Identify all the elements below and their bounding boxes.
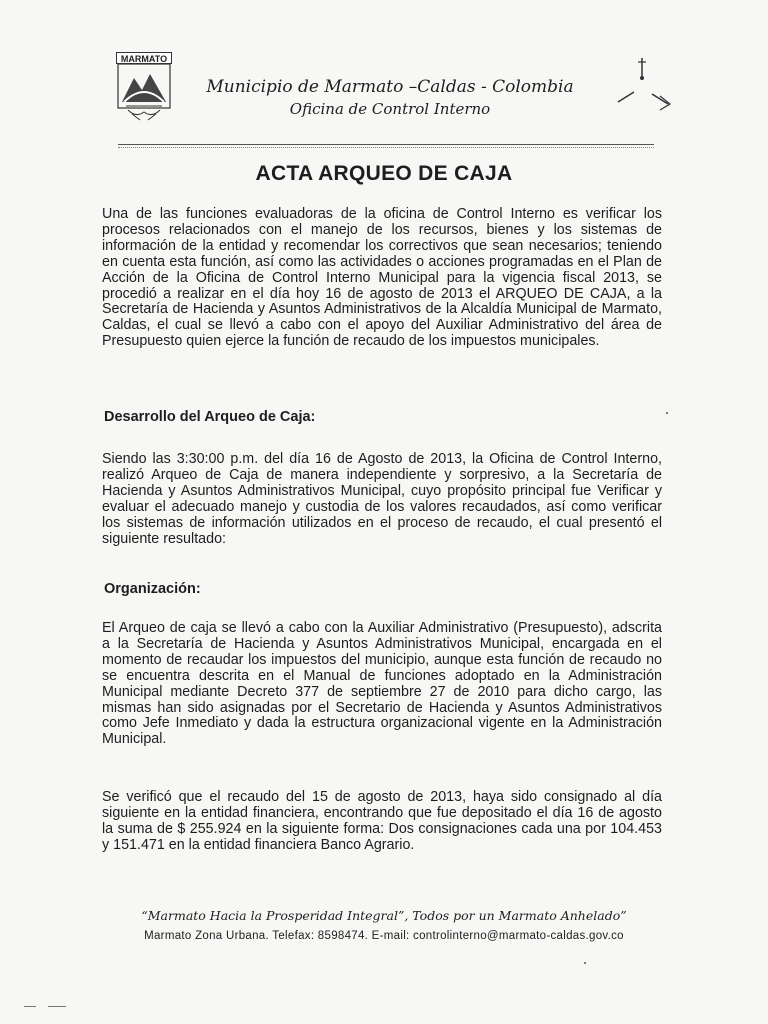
footer-contact: Marmato Zona Urbana. Telefax: 8598474. E-mail: controlinterno@marmato-caldas.gov.co: [144, 930, 624, 942]
intro-paragraph: Una de las funciones evaluadoras de la oficina de Control Interno es verificar los procesos relacionados con el manejo de los recursos, bienes y los sistemas de información de la entidad y recomendar los correctivos que sean necesarios; teniendo en cuenta esta función, así como las actividades o acciones programadas en el Plan de Acción de la Oficina de Control Interno Municipal para la vigencia fiscal 2013, se procedió a realizar en el día hoy 16 de agosto de 2013 el ARQUEO DE CAJA, a la Secretaría de Hacienda y Asuntos Administrativos de la Alcaldía Municipal de Marmato, Caldas, el cual se llevó a cabo con el apoyo del Auxiliar Administrativo del área de Presupuesto quien ejerce la función de recaudo de los impuestos municipales.: [102, 206, 662, 350]
logo-emblem-icon: [116, 52, 172, 122]
letterhead-municipality: Municipio de Marmato –Caldas - Colombia: [206, 77, 574, 97]
scan-speck: [666, 412, 668, 414]
section-organizacion-paragraph: El Arqueo de caja se llevó a cabo con la Auxiliar Administrativo (Presupuesto), adscrita a la Secretaría de Hacienda y Asuntos Administrativos Municipal, encargada en el momento de recaudar los impuestos del municipio, aunque esta función de recaudo no se encuentra descrita en el Manual de funciones adoptado en la Administración Municipal mediante Decreto 377 de septiembre 27 de 2010 para dicho cargo, las mismas han sido asignadas por el Secretario de Hacienda y Asuntos Administrativos como Jefe Inmediato y dada la estructura organizacional vigente en la Administración Municipal.: [102, 620, 662, 748]
scan-speck: [48, 1006, 66, 1007]
letterhead: [190, 76, 590, 120]
header-divider: [118, 144, 654, 145]
header-divider-dotted: [118, 147, 654, 148]
section-desarrollo-paragraph: Siendo las 3:30:00 p.m. del día 16 de Agosto de 2013, la Oficina de Control Interno, realizó Arqueo de Caja de manera independiente y sorpresivo, a la Secretaría de Hacienda y Asuntos Administrativos Municipal, cuyo propósito principal fue Verificar y evaluar el adecuado manejo y custodia de los valores recaudados, así como verificar los sistemas de información utilizados en el proceso de recaudo, el cual presentó el siguiente resultado:: [102, 451, 662, 547]
municipality-logo: [116, 52, 172, 122]
document-title: ACTA ARQUEO DE CAJA: [255, 162, 513, 185]
letterhead-office: Oficina de Control Interno: [289, 100, 491, 118]
footer-slogan: “Marmato Hacia la Prosperidad Integral”, Todos por un Marmato Anhelado”: [141, 908, 627, 923]
decorative-mark-icon: [612, 54, 676, 118]
section-verification-paragraph: Se verificó que el recaudo del 15 de agosto de 2013, haya sido consignado al día siguiente en la entidad financiera, encontrando que fue depositado el día 16 de agosto la suma de $ 255.924 en la siguiente forma: Dos consignaciones cada una por 104.453 y 151.471 en la entidad financiera Banco Agrario.: [102, 789, 662, 853]
scan-speck: [24, 1006, 36, 1007]
section-heading-desarrollo: Desarrollo del Arqueo de Caja:: [104, 409, 316, 425]
logo-label: MARMATO: [116, 52, 172, 64]
section-heading-organizacion: Organización:: [104, 581, 201, 597]
scan-speck: [584, 962, 586, 964]
